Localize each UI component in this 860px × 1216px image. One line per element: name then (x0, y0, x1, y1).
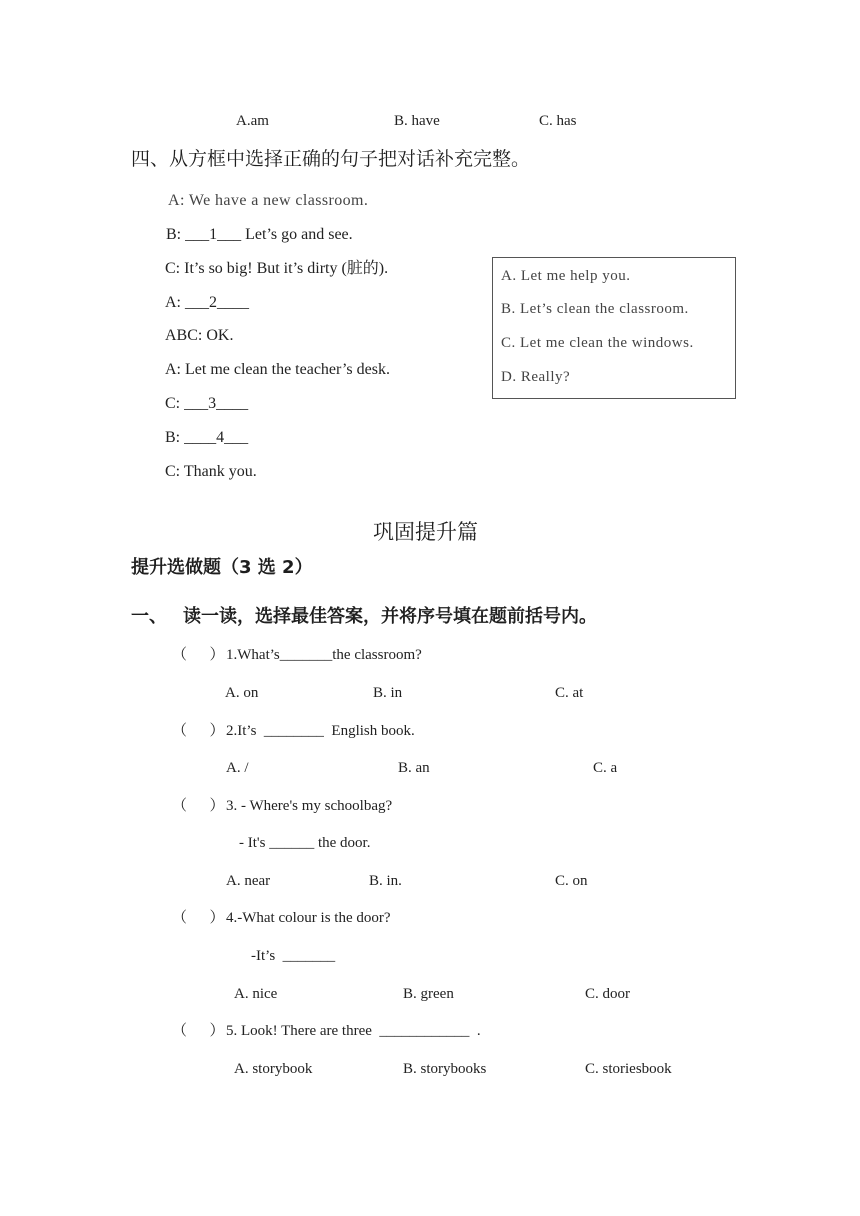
question-2-option-a: A. / (226, 760, 249, 776)
question-1-option-a: A. on (225, 685, 259, 701)
question-3-option-a: A. near (226, 873, 271, 889)
part-title: 巩固提升篇 (373, 520, 478, 544)
answer-bracket-2[interactable]: （ ） (172, 723, 225, 739)
question-5-option-b: B. storybooks (403, 1061, 487, 1077)
question-3-stem: 3. - Where's my schoolbag? (226, 798, 393, 814)
question-1-option-c: C. at (555, 685, 584, 701)
dialogue-line-8: B: ____4___ (165, 429, 249, 446)
question-4-option-b: B. green (403, 986, 454, 1002)
sub-title: 提升选做题（3 选 2） (131, 557, 313, 578)
choices-box (492, 257, 736, 399)
question-1-stem: 1.What’s_______the classroom? (226, 647, 422, 663)
question-2-stem: 2.It’s ________ English book. (226, 723, 415, 739)
choice-d: D. Really? (501, 369, 571, 385)
choice-a: A. Let me help you. (501, 268, 631, 284)
question-5-stem: 5. Look! There are three ____________ . (226, 1023, 481, 1039)
answer-bracket-4[interactable]: （ ） (172, 910, 225, 926)
answer-bracket-5[interactable]: （ ） (172, 1023, 225, 1039)
section1-title: 读一读，选择最佳答案，并将序号填在题前括号内。 (183, 606, 597, 627)
top-option-c: C. has (539, 113, 577, 129)
question-4-stem-2: -It’s _______ (251, 948, 336, 964)
question-5-option-c: C. storiesbook (585, 1061, 672, 1077)
top-option-a: A.am (236, 113, 269, 129)
dialogue-line-4: A: ___2____ (165, 294, 249, 311)
dialogue-line-7: C: ___3____ (165, 395, 249, 412)
question-4-option-c: C. door (585, 986, 630, 1002)
answer-bracket-1[interactable]: （ ） (172, 647, 225, 663)
question-4-stem: 4.-What colour is the door? (226, 910, 391, 926)
question-3-option-c: C. on (555, 873, 588, 889)
top-option-b: B. have (394, 113, 440, 129)
question-2-option-c: C. a (593, 760, 618, 776)
section1-number: 一、 (131, 606, 167, 627)
section4-title: 四、从方框中选择正确的句子把对话补充完整。 (131, 148, 531, 170)
question-3-stem-2: - It's ______ the door. (239, 835, 371, 851)
question-1-option-b: B. in (373, 685, 403, 701)
question-3-option-b: B. in. (369, 873, 402, 889)
dialogue-line-2: B: ___1___ Let’s go and see. (166, 226, 353, 243)
question-2-option-b: B. an (398, 760, 430, 776)
question-4-option-a: A. nice (234, 986, 278, 1002)
choice-b: B. Let’s clean the classroom. (501, 301, 689, 317)
choice-c: C. Let me clean the windows. (501, 335, 694, 351)
dialogue-line-3: C: It’s so big! But it’s dirty (脏的). (165, 260, 389, 277)
answer-bracket-3[interactable]: （ ） (172, 798, 225, 814)
dialogue-line-6: A: Let me clean the teacher’s desk. (165, 361, 390, 378)
dialogue-line-9: C: Thank you. (165, 463, 257, 480)
dialogue-line-1: A: We have a new classroom. (168, 192, 369, 209)
question-5-option-a: A. storybook (234, 1061, 313, 1077)
dialogue-line-5: ABC: OK. (165, 327, 234, 344)
